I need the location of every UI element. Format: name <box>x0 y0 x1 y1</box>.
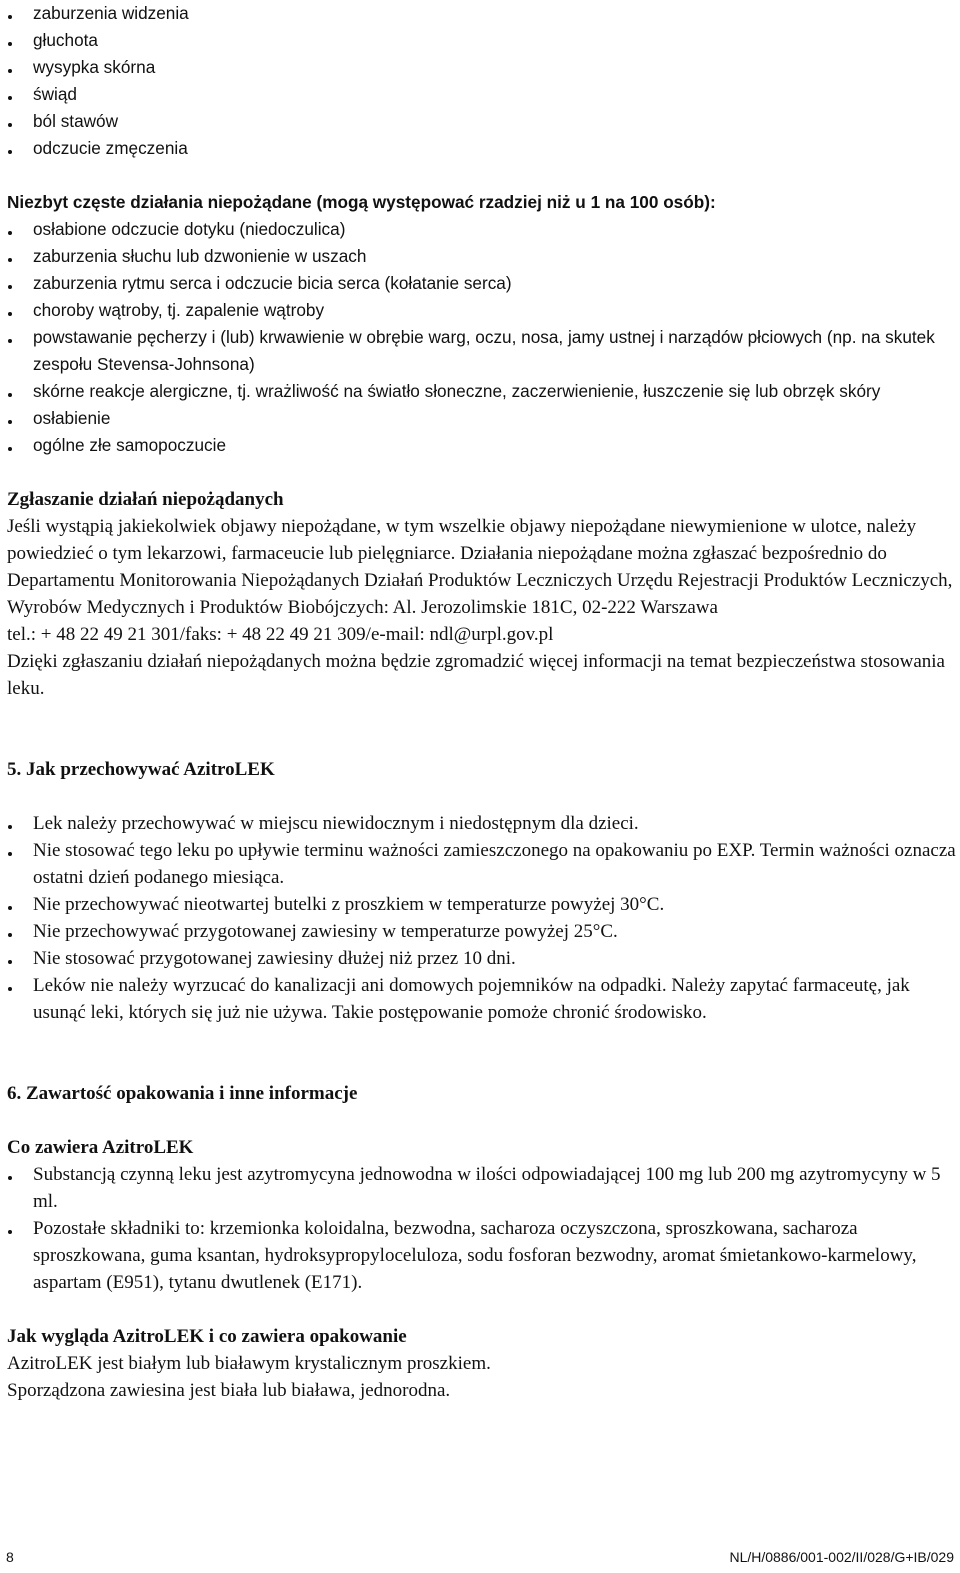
list-item: powstawanie pęcherzy i (lub) krwawienie w obrębie warg, oczu, nosa, jamy ustnej i narządów płciowych (np. na skutek zespołu Stevensa-Johnsona) <box>7 324 957 378</box>
list-item: świąd <box>7 81 957 108</box>
appearance-line: Sporządzona zawiesina jest biała lub biaława, jednorodna. <box>7 1380 451 1401</box>
list-item: głuchota <box>7 27 957 54</box>
section-5-heading: 5. Jak przechowywać AzitroLEK <box>7 759 275 780</box>
list-item: Nie stosować tego leku po upływie terminu ważności zamieszczonego na opakowaniu po EXP. Termin ważności oznacza ostatni dzień podanego miesiąca. <box>7 837 957 891</box>
list-item: Substancją czynną leku jest azytromycyna jednowodna w ilości odpowiadającej 100 mg lub 200 mg azytromycyny w 5 ml. <box>7 1161 957 1215</box>
list-item: Leków nie należy wyrzucać do kanalizacji ani domowych pojemników na odpadki. Należy zapytać farmaceutę, jak usunąć leki, których się już nie używa. Takie postępowanie pomoże chronić środowisko. <box>7 972 957 1026</box>
reporting-heading: Zgłaszanie działań niepożądanych <box>7 489 284 510</box>
uncommon-effects-list <box>7 216 957 459</box>
list-item: Nie przechowywać nieotwartej butelki z proszkiem w temperaturze powyżej 30°C. <box>7 891 957 918</box>
list-item: ból stawów <box>7 108 957 135</box>
list-item: odczucie zmęczenia <box>7 135 957 162</box>
document-code: NL/H/0886/001-002/II/028/G+IB/029 <box>729 1549 954 1565</box>
contains-heading: Co zawiera AzitroLEK <box>7 1137 194 1158</box>
storage-list <box>7 810 957 1026</box>
list-item: choroby wątroby, tj. zapalenie wątroby <box>7 297 957 324</box>
reporting-text: Jeśli wystąpią jakiekolwiek objawy niepożądane, w tym wszelkie objawy niepożądane niewymienione w ulotce, należy powiedzieć o tym lekarzowi, farmaceucie lub pielęgniarce. Działania niepożądane można zgłaszać bezpośrednio do Departamentu Monitorowania Niepożądanych Działań Produktów Leczniczych Urzędu Rejestracji Produktów Leczniczych, Wyrobów Medycznych i Produktów Biobójczych: Al. Jerozolimskie 181C, 02-222 Warszawa <box>7 516 953 618</box>
page-number: 8 <box>6 1549 14 1565</box>
reporting-closing: Dzięki zgłaszaniu działań niepożądanych można będzie zgromadzić więcej informacji na temat bezpieczeństwa stosowania leku. <box>7 651 945 699</box>
reporting-contact: tel.: + 48 22 49 21 301/faks: + 48 22 49 21 309/e-mail: ndl@urpl.gov.pl <box>7 624 554 645</box>
list-item: ogólne złe samopoczucie <box>7 432 957 459</box>
leaflet-page <box>7 0 957 1404</box>
list-item: Lek należy przechowywać w miejscu niewidocznym i niedostępnym dla dzieci. <box>7 810 957 837</box>
common-effects-list <box>7 0 957 162</box>
list-item: skórne reakcje alergiczne, tj. wrażliwość na światło słoneczne, zaczerwienienie, łuszczenie się lub obrzęk skóry <box>7 378 957 405</box>
appearance-heading: Jak wygląda AzitroLEK i co zawiera opakowanie <box>7 1326 407 1347</box>
list-item: zaburzenia widzenia <box>7 0 957 27</box>
appearance-line: AzitroLEK jest białym lub białawym krystalicznym proszkiem. <box>7 1353 491 1374</box>
list-item: wysypka skórna <box>7 54 957 81</box>
contains-list <box>7 1161 957 1296</box>
list-item: Pozostałe składniki to: krzemionka koloidalna, bezwodna, sacharoza oczyszczona, sproszkowana, sacharoza sproszkowana, guma ksantan, hydroksypropyloceluloza, sodu fosforan bezwodny, aromat śmietankowo-karmelowy, aspartam (E951), tytanu dwutlenek (E171). <box>7 1215 957 1296</box>
list-item: osłabione odczucie dotyku (niedoczulica) <box>7 216 957 243</box>
section-6-heading: 6. Zawartość opakowania i inne informacje <box>7 1083 358 1104</box>
uncommon-effects-heading: Niezbyt częste działania niepożądane (mogą występować rzadziej niż u 1 na 100 osób): <box>7 192 716 212</box>
list-item: Nie stosować przygotowanej zawiesiny dłużej niż przez 10 dni. <box>7 945 957 972</box>
list-item: Nie przechowywać przygotowanej zawiesiny w temperaturze powyżej 25°C. <box>7 918 957 945</box>
list-item: osłabienie <box>7 405 957 432</box>
list-item: zaburzenia rytmu serca i odczucie bicia serca (kołatanie serca) <box>7 270 957 297</box>
list-item: zaburzenia słuchu lub dzwonienie w uszach <box>7 243 957 270</box>
